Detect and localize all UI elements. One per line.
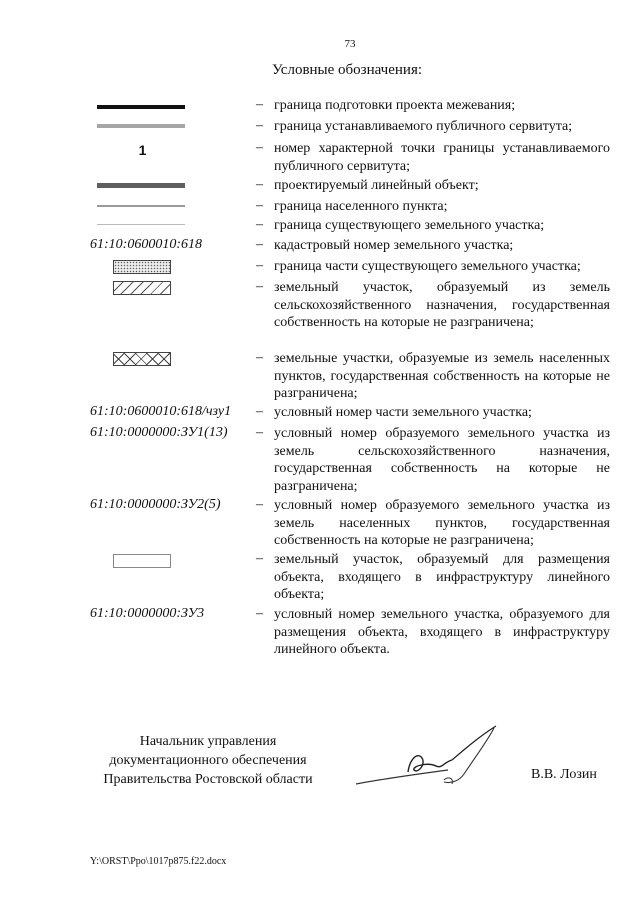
position-line: Правительства Ростовской области: [103, 772, 313, 787]
dash: –: [256, 198, 263, 213]
dash: –: [256, 279, 263, 294]
legend-text: условный номер части земельного участка;: [274, 405, 532, 420]
legend-text: земельный участок, образуемый из земель сельскохозяйственного назначения, государственная собственность на которые не разграничена;: [274, 280, 610, 330]
plot-code: 61:10:0000000:ЗУ3: [90, 606, 205, 621]
handwritten-signature: [348, 722, 508, 792]
position-line: документационного обеспечения: [109, 753, 307, 768]
dash: –: [256, 118, 263, 133]
file-path-footer: Y:\ORST\Ppo\1017p875.f22.docx: [90, 856, 227, 867]
dash: –: [256, 177, 263, 192]
hairline-symbol: [97, 224, 185, 225]
position-line: Начальник управления: [139, 734, 277, 749]
hatched-box-symbol: [113, 281, 171, 295]
plain-box-symbol: [113, 554, 171, 568]
dash: –: [256, 551, 263, 566]
legend-text: граница части существующего земельного участка;: [274, 259, 581, 274]
part-code: 61:10:0600010:618/чзу1: [90, 404, 232, 419]
legend-text: проектируемый линейный объект;: [274, 178, 479, 193]
dash: –: [256, 217, 263, 232]
legend-text: граница устанавливаемого публичного сервитута;: [274, 119, 573, 134]
dash: –: [256, 404, 263, 419]
legend-title: Условные обозначения:: [271, 62, 423, 78]
dash: –: [256, 258, 263, 273]
dash: –: [256, 350, 263, 365]
legend-text: условный номер образуемого земельного участка из земель сельскохозяйственного назначения, государственная собственность на которые не разграничена;: [274, 426, 610, 494]
signatory-name: В.В. Лозин: [531, 767, 597, 782]
legend-text: граница подготовки проекта межевания;: [274, 98, 516, 113]
plot-code: 61:10:0000000:ЗУ1(13): [90, 425, 228, 440]
plot-code: 61:10:0000000:ЗУ2(5): [90, 497, 221, 512]
thick-black-line-symbol: [97, 105, 185, 109]
dash: –: [256, 97, 263, 112]
dotted-box-symbol: [113, 260, 171, 274]
legend-text: граница населенного пункта;: [274, 199, 448, 214]
point-number-marker: 1: [138, 142, 147, 158]
thick-darkgray-line-symbol: [97, 183, 185, 188]
legend-text: земельные участки, образуемые из земель населенных пунктов, государственная собственность на которые не разграничена;: [274, 351, 610, 401]
legend-text: земельный участок, образуемый для размещения объекта, входящего в инфраструктуру линейного объекта;: [274, 552, 610, 602]
cadastral-code: 61:10:0600010:618: [90, 237, 202, 252]
page-number: 73: [344, 38, 356, 50]
signatory-position: [90, 732, 326, 789]
legend-text: номер характерной точки границы устанавливаемого публичного сервитута;: [274, 141, 610, 174]
cross-hatched-box-symbol: [113, 352, 171, 366]
dash: –: [256, 425, 263, 440]
legend-text: граница существующего земельного участка;: [274, 218, 545, 233]
dash: –: [256, 140, 263, 155]
legend-text: условный номер образуемого земельного участка из земель населенных пунктов, государственная собственность на которые не разграничена;: [274, 498, 610, 548]
dash: –: [256, 606, 263, 621]
thick-gray-line-symbol: [97, 124, 185, 128]
legend-text: кадастровый номер земельного участка;: [274, 238, 514, 253]
thin-gray-line-symbol: [97, 205, 185, 207]
dash: –: [256, 497, 263, 512]
dash: –: [256, 237, 263, 252]
legend-text: условный номер земельного участка, образуемого для размещения объекта, входящего в инфраструктуру линейного объекта.: [274, 607, 610, 657]
